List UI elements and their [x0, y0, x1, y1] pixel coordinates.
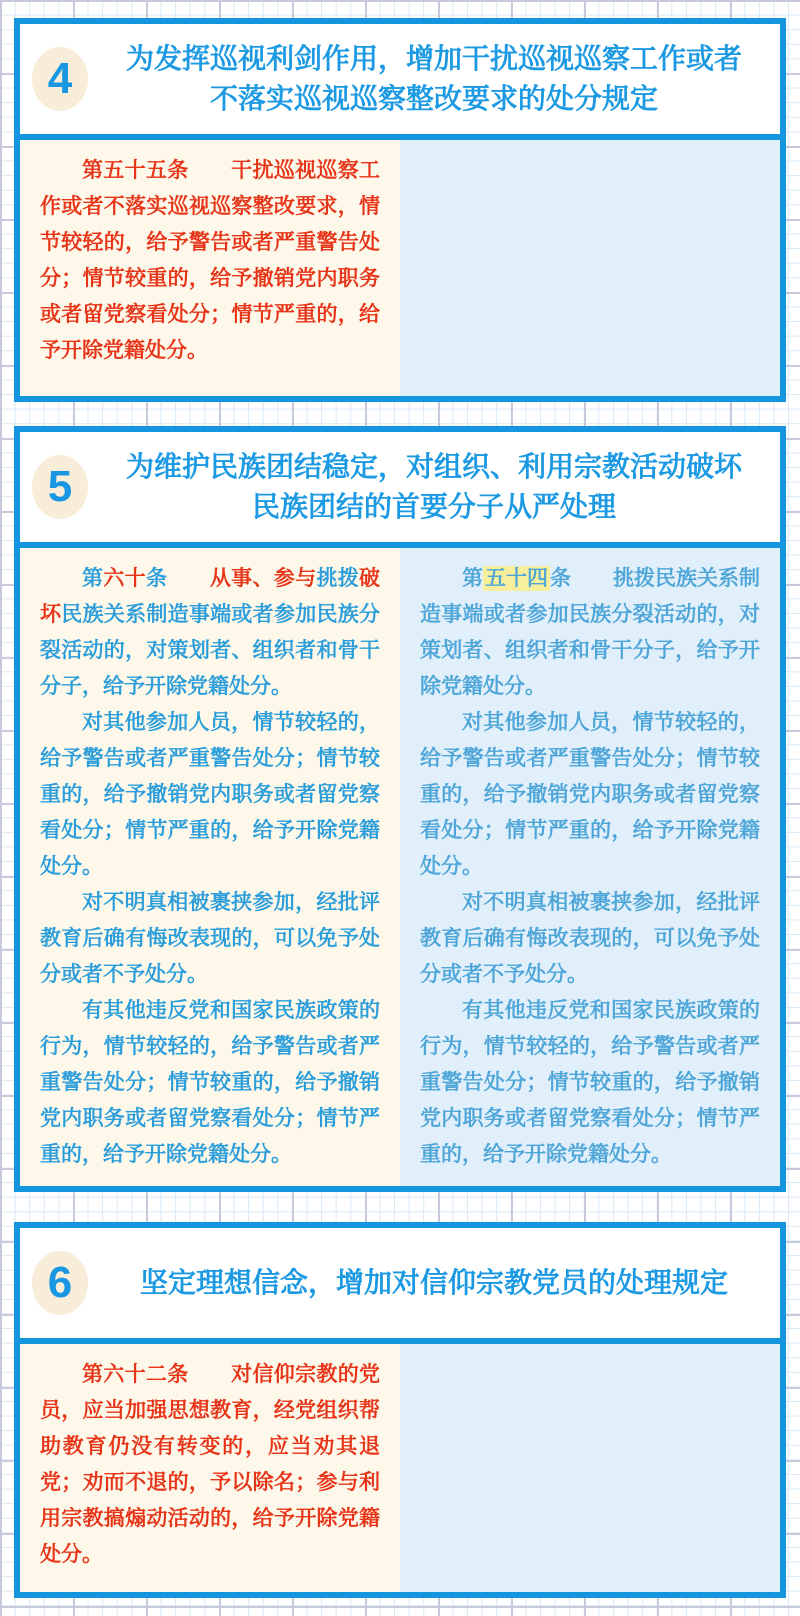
left-column-revised — [20, 1344, 400, 1592]
regulation-paragraph: 第五十五条 干扰巡视巡察工作或者不落实巡视巡察整改要求，情节较轻的，给予警告或者严重警告处分；情节较重的，给予撤销党内职务或者留党察看处分；情节严重的，给予开除党籍处分。 — [40, 159, 380, 362]
text-run: 条 — [145, 567, 168, 590]
right-column-original-empty — [400, 140, 780, 396]
text-run: 民族关系制造事端或者参加民族分裂活动的，对策划者、组织者和骨干分子，给予开除党籍处分。 — [40, 603, 381, 698]
regulation-paragraph: 对其他参加人员，情节较轻的，给予警告或者严重警告处分；情节较重的，给予撤销党内职务或者留党察看处分；情节严重的，给予开除党籍处分。 — [420, 711, 760, 878]
regulation-paragraph: 有其他违反党和国家民族政策的行为，情节较轻的，给予警告或者严重警告处分；情节较重的，给予撤销党内职务或者留党察看处分；情节严重的，给予开除党籍处分。 — [420, 999, 760, 1166]
section-number: 6 — [47, 1258, 73, 1307]
section-title — [88, 39, 780, 119]
text-run: 挑拨民族关系制造事端或者参加民族分裂活动的，对策划者、组织者和骨干分子，给予开除党籍处分。 — [420, 567, 760, 698]
left-column-revised — [20, 548, 400, 1186]
section-number-badge — [32, 47, 88, 111]
section-number: 4 — [47, 54, 73, 103]
regulation-paragraph: 对不明真相被裹挟参加，经批评教育后确有悔改表现的，可以免予处分或者不予处分。 — [40, 891, 380, 986]
regulation-paragraph — [40, 561, 380, 705]
article-number-changed: 六十 — [103, 567, 146, 590]
text-gap — [167, 567, 210, 590]
section-card-4 — [14, 18, 786, 402]
right-column-original-empty — [400, 1344, 780, 1592]
section-title — [88, 1263, 780, 1303]
section-title — [88, 447, 780, 527]
changed-text-run: 破坏 — [40, 567, 381, 626]
section-card-6 — [14, 1222, 786, 1598]
section-5-body — [20, 542, 780, 1186]
section-6-body — [20, 1338, 780, 1592]
section-6-header — [20, 1228, 780, 1338]
changed-text-run: 从事、参与 — [209, 567, 317, 590]
regulation-paragraph: 有其他违反党和国家民族政策的行为，情节较轻的，给予警告或者严重警告处分；情节较重的，给予撤销党内职务或者留党察看处分；情节严重的，给予开除党籍处分。 — [40, 999, 380, 1166]
section-title-line: 民族团结的首要分子从严处理 — [251, 491, 616, 522]
regulation-paragraph: 对其他参加人员，情节较轻的，给予警告或者严重警告处分；情节较重的，给予撤销党内职务或者留党察看处分；情节严重的，给予开除党籍处分。 — [40, 711, 380, 878]
right-column-original — [400, 548, 780, 1186]
text-run: 挑拨 — [316, 567, 360, 590]
section-number-badge — [32, 455, 88, 519]
regulation-paragraph: 第六十二条 对信仰宗教的党员，应当加强思想教育，经党组织帮助教育仍没有转变的，应当劝其退党；劝而不退的，予以除名；参与利用宗教搞煽动活动的，给予开除党籍处分。 — [40, 1363, 380, 1566]
section-title-line: 为发挥巡视利剑作用，增加干扰巡视巡察工作或者 — [125, 43, 742, 74]
section-number: 5 — [47, 462, 73, 511]
section-4-body — [20, 134, 780, 396]
text-run: 第 — [462, 567, 483, 590]
regulation-paragraph: 对不明真相被裹挟参加，经批评教育后确有悔改表现的，可以免予处分或者不予处分。 — [420, 891, 760, 986]
section-number-badge — [32, 1251, 88, 1315]
left-column-revised — [20, 140, 400, 396]
section-title-line: 为维护民族团结稳定，对组织、利用宗教活动破坏 — [125, 451, 742, 482]
section-5-header — [20, 432, 780, 542]
regulation-paragraph — [420, 561, 760, 705]
text-run: 条 — [550, 567, 571, 590]
section-card-5 — [14, 426, 786, 1192]
text-gap — [571, 567, 613, 590]
text-run: 第 — [82, 567, 104, 590]
highlighted-article-number: 五十四 — [485, 567, 548, 590]
section-title-line: 不落实巡视巡察整改要求的处分规定 — [209, 83, 658, 114]
section-4-header — [20, 24, 780, 134]
section-title-line: 坚定理想信念，增加对信仰宗教党员的处理规定 — [139, 1267, 728, 1298]
